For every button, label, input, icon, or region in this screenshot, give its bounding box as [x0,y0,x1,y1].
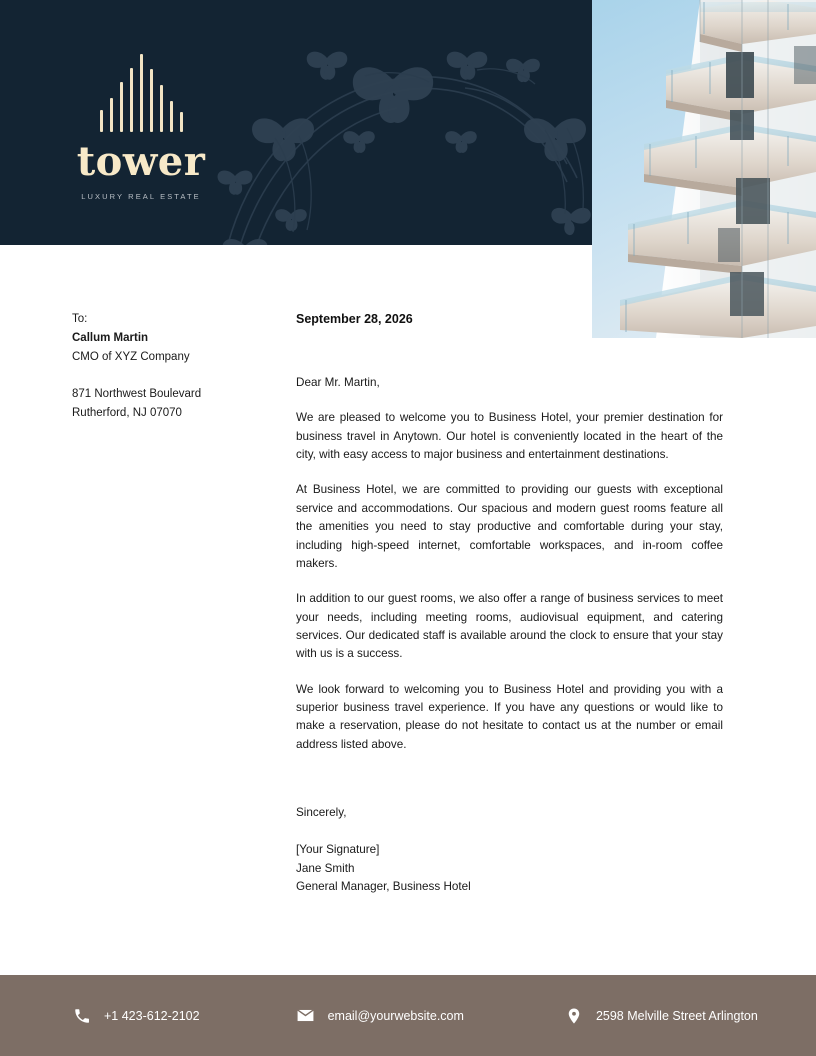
email-text: email@yourwebsite.com [327,1008,464,1023]
body-paragraph-4: We look forward to welcoming you to Business Hotel and providing you with a superior business travel experience. If you have any questions or would like to make a reservation, please do not hesitate to contact us at the number or email address listed above. [296,682,723,751]
recipient-street: 871 Northwest Boulevard [72,388,202,401]
footer-address[interactable] [564,1006,758,1026]
sender-title: General Manager, Business Hotel [296,880,471,894]
recipient-city-state-zip: Rutherford, NJ 07070 [72,406,182,419]
letter-date: September 28, 2026 [296,312,413,326]
body-paragraph-2: At Business Hotel, we are committed to providing our guests with exceptional service and accommodations. Our spacious and modern guest rooms feature all the amenities you need to stay productive and comfortable during your stay, including high-speed internet, comfortable workspaces, and in-room coffee makers. [296,483,723,570]
phone-icon [72,1006,92,1026]
closing: Sincerely, [296,806,347,820]
tower-skyline-icon [62,52,220,132]
salutation: Dear Mr. Martin, [296,376,380,389]
logo-wordmark: tower [76,138,206,185]
brand-logo [62,52,220,201]
address-text: 2598 Melville Street Arlington [595,1008,758,1023]
recipient-name: Callum Martin [72,332,149,345]
phone-text: +1 423-612-2102 [104,1008,200,1023]
footer-phone[interactable] [72,1006,200,1026]
location-pin-icon [564,1006,584,1026]
sender-name: Jane Smith [296,861,355,875]
header-band [0,0,592,245]
signature-block [296,841,723,896]
footer-bar [0,975,816,1056]
recipient-block [72,310,272,422]
floral-ornament [215,18,592,245]
logo-tagline: LUXURY REAL ESTATE [81,192,201,201]
recipient-title: CMO of XYZ Company [72,350,190,363]
footer-email[interactable] [296,1006,464,1026]
letter-body [296,374,723,897]
body-paragraph-1: We are pleased to welcome you to Business Hotel, your premier destination for business travel in Anytown. Our hotel is conveniently located in the heart of the city, with easy access to major business and entertainment destinations. [296,411,723,462]
body-paragraph-3: In addition to our guest rooms, we also offer a range of business services to meet your needs, including meeting rooms, audiovisual equipment, and catering services. Our dedicated staff is available around the clock to ensure that your stay with us is a success. [296,592,723,661]
envelope-icon [296,1006,316,1026]
building-photo [592,0,816,338]
signature-placeholder: [Your Signature] [296,843,380,857]
to-label: To: [72,313,88,325]
